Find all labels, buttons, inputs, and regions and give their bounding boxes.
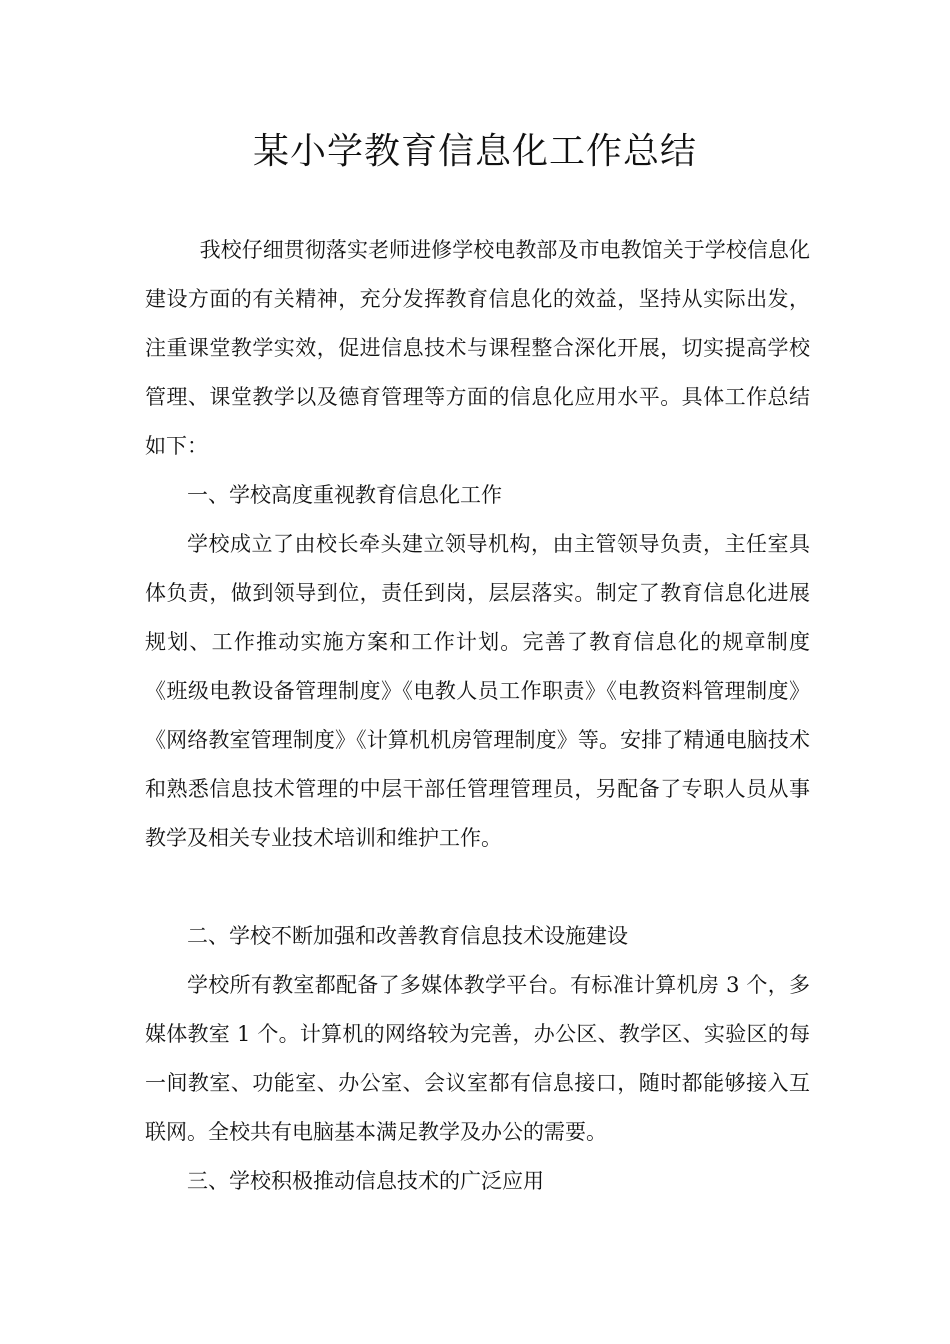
document-body bbox=[145, 226, 810, 1206]
section-heading-1: 一、学校高度重视教育信息化工作 bbox=[187, 483, 502, 507]
section-heading-3: 三、学校积极推动信息技术的广泛应用 bbox=[187, 1169, 544, 1193]
section-body-1: 学校成立了由校长牵头建立领导机构，由主管领导负责，主任室具体负责，做到领导到位，责任到岗，层层落实。制定了教育信息化进展规划、工作推动实施方案和工作计划。完善了教育信息化的规章制度《班级电教设备管理制度》《电教人员工作职责》《电教资料管理制度》《网络教室管理制度》《计算机机房管理制度》等。安排了精通电脑技术和熟悉信息技术管理的中层干部任管理管理员，另配备了专职人员从事教学及相关专业技术培训和维护工作。 bbox=[145, 532, 810, 850]
paragraph-gap bbox=[145, 863, 810, 912]
section-body-2: 学校所有教室都配备了多媒体教学平台。有标准计算机房 3 个，多媒体教室 1 个。计算机的网络较为完善，办公区、教学区、实验区的每一间教室、功能室、办公室、会议室都有信息接口，随时都能够接入互联网。全校共有电脑基本满足教学及办公的需要。 bbox=[145, 973, 810, 1144]
section-heading-2: 二、学校不断加强和改善教育信息技术设施建设 bbox=[187, 924, 628, 948]
document-title: 某小学教育信息化工作总结 bbox=[252, 131, 697, 172]
intro-paragraph: 我校仔细贯彻落实老师进修学校电教部及市电教馆关于学校信息化建设方面的有关精神，充分发挥教育信息化的效益，坚持从实际出发，注重课堂教学实效，促进信息技术与课程整合深化开展，切实提高学校管理、课堂教学以及德育管理等方面的信息化应用水平。具体工作总结如下： bbox=[145, 238, 810, 458]
